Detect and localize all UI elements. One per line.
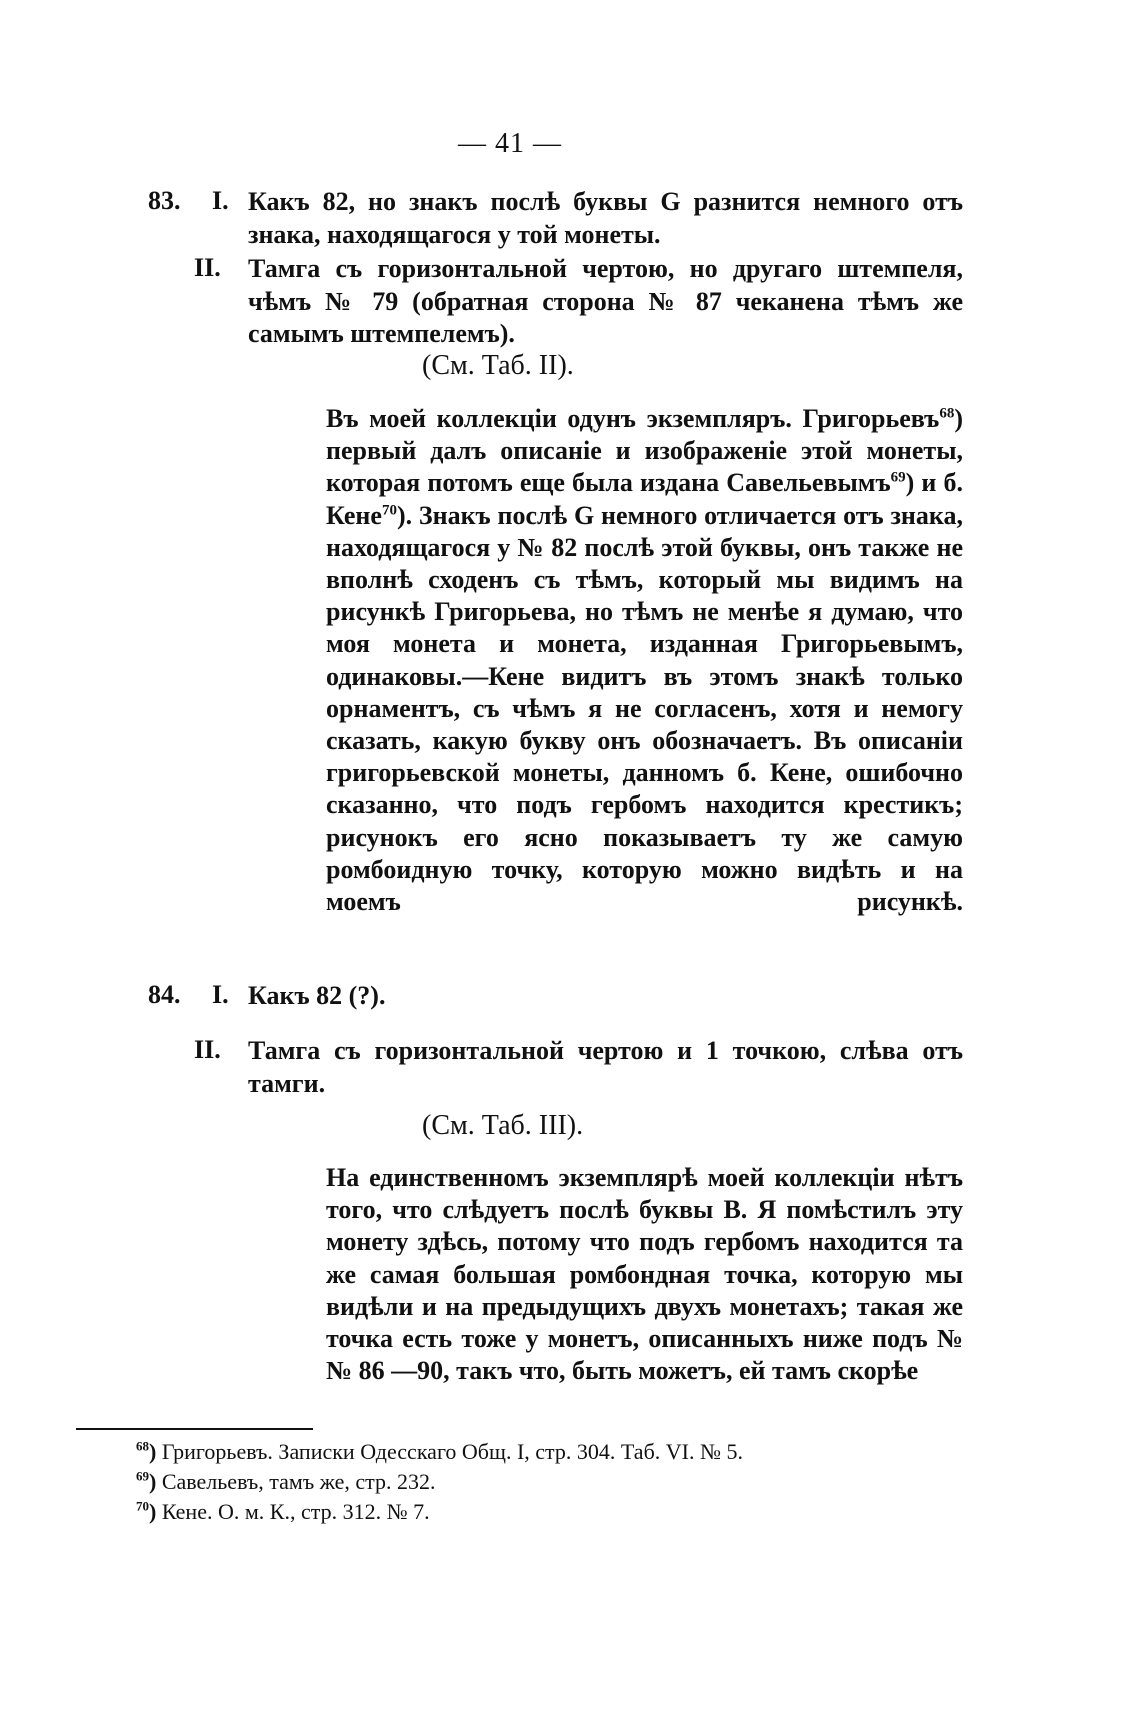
- footnote-mark: 70: [136, 1498, 149, 1514]
- footnote-ref-70[interactable]: 70: [381, 501, 397, 518]
- footnote-68: $^{68}$) Григорьевъ. Записки Одесскаго Общ. I, стр. 304. Таб. VI. № 5.: [136, 1438, 743, 1464]
- page-number: — 41 —: [458, 128, 562, 159]
- plate-reference: (См. Таб. III).: [422, 1110, 584, 1141]
- entry-number: 83.: [148, 186, 181, 215]
- comment-text: Въ моей коллекціи одунъ экземпляръ. Григорьевъ: [326, 404, 940, 433]
- footnote-mark: 69: [136, 1468, 149, 1484]
- footnote-70: $^{70}$) Кене. О. м. К., стр. 312. № 7.: [136, 1498, 430, 1524]
- footnote-divider: [76, 1428, 313, 1430]
- plate-reference: (См. Таб. II).: [422, 350, 574, 381]
- obverse-description: [248, 186, 963, 251]
- obverse-description: Какъ 82 (?).: [248, 981, 386, 1010]
- comment-text: ) и б. Кене: [326, 468, 964, 530]
- reverse-label: II.: [194, 253, 221, 282]
- footnote-mark: 68: [136, 1438, 149, 1454]
- footnote-text: Савельевъ, тамъ же, стр. 232.: [161, 1469, 436, 1494]
- footnote-ref-68[interactable]: 68: [939, 405, 955, 422]
- reverse-description: Тамга съ горизонтальной чертою и 1 точкою, слѣва отъ тамги.: [248, 1036, 963, 1098]
- obverse-label: I.: [212, 980, 229, 1009]
- entry-comment: [326, 403, 963, 918]
- entry-comment: На единственномъ экземплярѣ моей коллекціи нѣтъ того, что слѣдуетъ послѣ буквы В. Я помѣстилъ эту монету здѣсь, потому что подъ гербомъ находится та же самая большая ромбондная точка, которую мы видѣли и на предыдущихъ двухъ монетахъ; такая же точка есть тоже у монетъ, описанныхъ ниже подъ №№ 86 —90, такъ что, быть можетъ, ей тамъ скорѣе: [326, 1163, 963, 1386]
- comment-text: ) первый далъ описаніе и изображеніе этой монеты, которая потомъ еще была издана Савельевымъ: [326, 404, 963, 498]
- footnote-text: Кене. О. м. К., стр. 312. № 7.: [161, 1499, 430, 1524]
- footnote-text: Григорьевъ. Записки Одесскаго Общ. I, стр. 304. Таб. VI. № 5.: [161, 1439, 743, 1464]
- footnotes: [136, 1437, 996, 1527]
- reverse-label: II.: [194, 1035, 221, 1064]
- footnote-ref-69[interactable]: 69: [890, 469, 906, 486]
- entry-number: 84.: [148, 980, 181, 1009]
- comment-text: ). Знакъ послѣ G немного отличается отъ знака, находящагося у № 82 послѣ этой буквы, онъ также не вполнѣ сходенъ съ тѣмъ, который мы видимъ на рисункѣ Григорьева, но тѣмъ не менѣе я думаю, что моя монета и монета, изданная Григорьевымъ, одинаковы.—Кене видитъ въ этомъ знакѣ только орнаментъ, съ чѣмъ я не согласенъ, хотя и немогу сказать, какую букву онъ обозначаетъ. Въ описаніи григорьевской монеты, данномъ б. Кене, ошибочно сказанно, что подъ гербомъ находится крестикъ; рисунокъ его ясно показываетъ ту же самую ромбоидную точку, которую можно видѣть и на моемъ рисункѣ.: [326, 500, 963, 917]
- obverse-label: I.: [212, 186, 229, 215]
- footnote-69: $^{69}$) Савельевъ, тамъ же, стр. 232.: [136, 1468, 436, 1494]
- obverse-text: Какъ 82, но знакъ послѣ буквы G разнится немного отъ знака, находящагося у той монеты.: [248, 187, 963, 249]
- reverse-description: Тамга съ горизонтальной чертою, но другаго штемпеля, чѣмъ № 79 (обратная сторона № 87 чеканена тѣмъ же самымъ штемпелемъ).: [248, 254, 963, 348]
